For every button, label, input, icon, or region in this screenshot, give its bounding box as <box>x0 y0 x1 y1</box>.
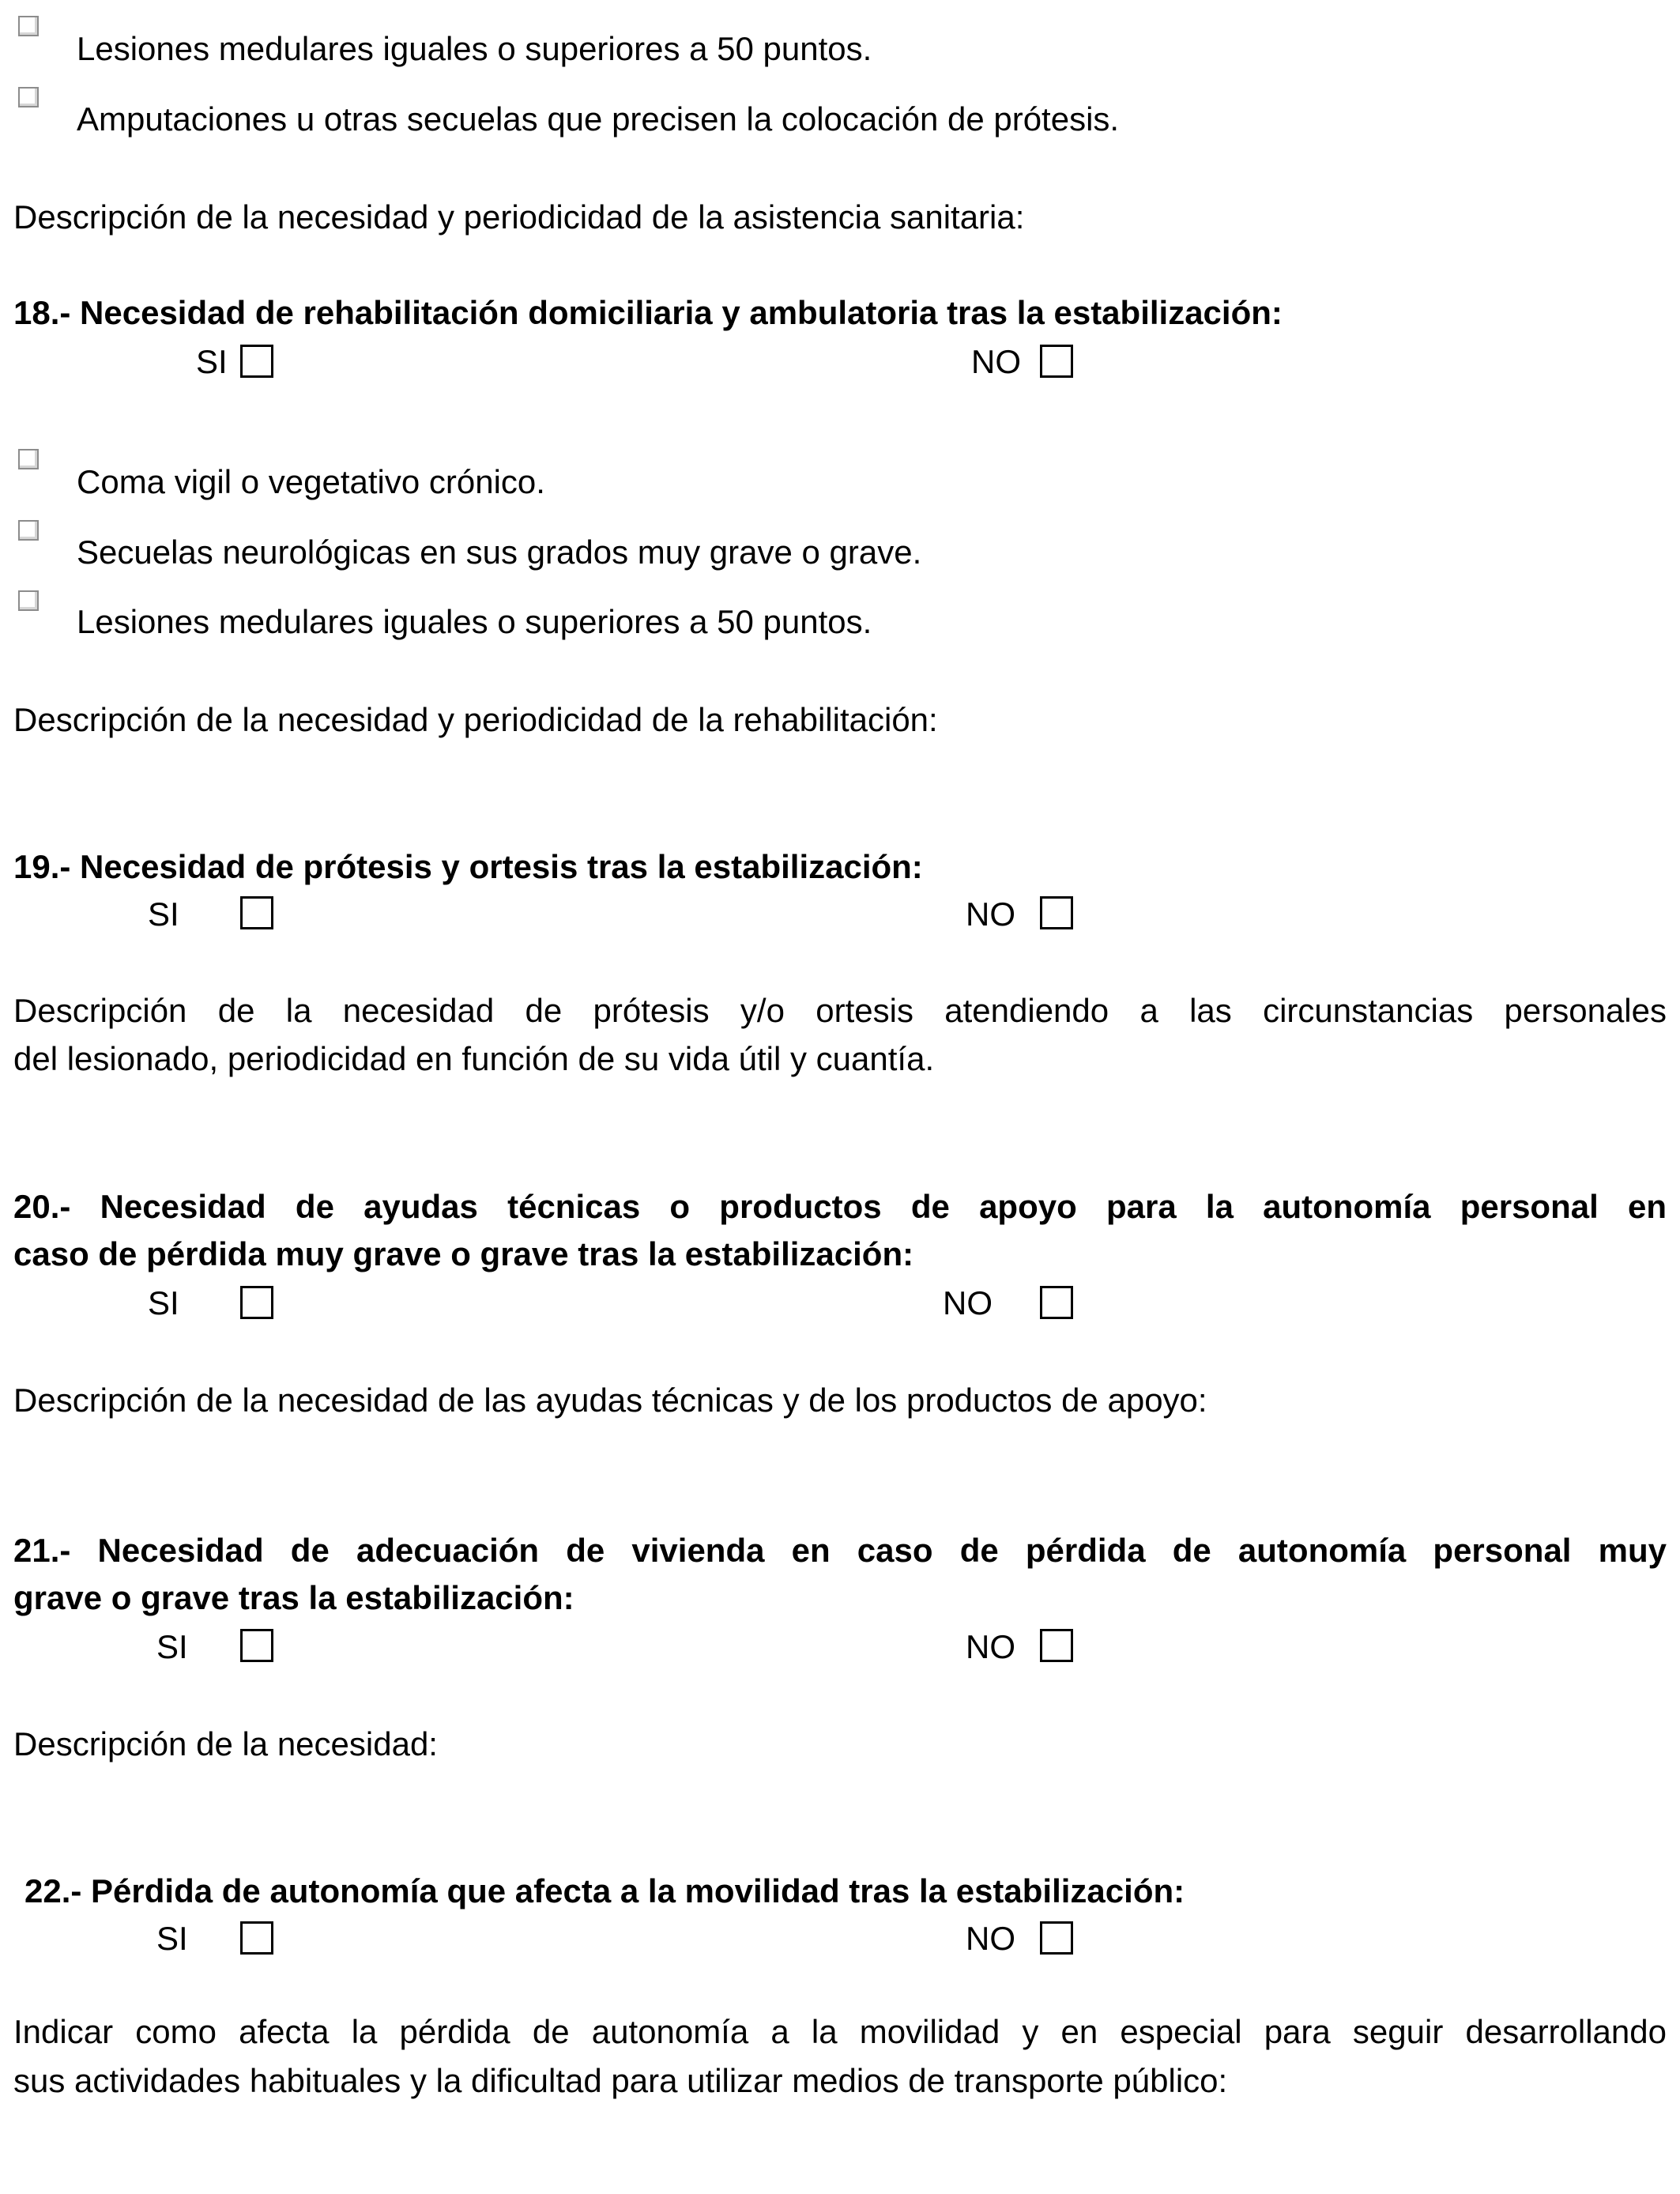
q19-no-label: NO <box>966 895 1015 933</box>
q20-si-label: SI <box>148 1284 179 1321</box>
question-20-title-line1: 20.- Necesidad de ayudas técnicas o productos de apoyo para la autonomía personal en <box>13 1188 1667 1225</box>
q18-no-checkbox[interactable] <box>1040 345 1073 378</box>
q22-description-line2: sus actividades habituales y la dificultad para utilizar medios de transporte público: <box>13 2062 1228 2099</box>
q19-description-line2: del lesionado, periodicidad en función de su vida útil y cuantía. <box>13 1040 935 1077</box>
q22-no-checkbox[interactable] <box>1040 1921 1073 1955</box>
checkbox-lesiones-medulares-a[interactable] <box>18 16 39 36</box>
q21-no-label: NO <box>966 1628 1015 1665</box>
description-label: Descripción de la necesidad y periodicidad de la asistencia sanitaria: <box>13 198 1025 236</box>
q18-si-label: SI <box>196 343 228 380</box>
q20-no-checkbox[interactable] <box>1040 1286 1073 1319</box>
q21-si-label: SI <box>156 1628 188 1665</box>
checkbox-secuelas-neurologicas[interactable] <box>18 520 39 541</box>
question-19-title: 19.- Necesidad de prótesis y ortesis tras la estabilización: <box>13 848 923 885</box>
question-22-title: 22.- Pérdida de autonomía que afecta a la movilidad tras la estabilización: <box>24 1872 1185 1909</box>
list-item-text: Lesiones medulares iguales o superiores a 50 puntos. <box>77 603 872 640</box>
list-item-text: Lesiones medulares iguales o superiores a 50 puntos. <box>77 30 872 67</box>
question-21-title-line2: grave o grave tras la estabilización: <box>13 1579 574 1616</box>
question-18-title: 18.- Necesidad de rehabilitación domiciliaria y ambulatoria tras la estabilización: <box>13 294 1283 331</box>
q22-si-checkbox[interactable] <box>240 1921 273 1955</box>
q21-no-checkbox[interactable] <box>1040 1629 1073 1662</box>
checkbox-amputaciones[interactable] <box>18 87 39 107</box>
list-item-text: Amputaciones u otras secuelas que precisen la colocación de prótesis. <box>77 100 1120 138</box>
list-item-text: Secuelas neurológicas en sus grados muy grave o grave. <box>77 533 922 571</box>
q20-si-checkbox[interactable] <box>240 1286 273 1319</box>
q19-no-checkbox[interactable] <box>1040 896 1073 929</box>
q22-si-label: SI <box>156 1920 188 1957</box>
q19-si-label: SI <box>148 895 179 933</box>
q19-si-checkbox[interactable] <box>240 896 273 929</box>
q18-si-checkbox[interactable] <box>240 345 273 378</box>
description-label: Descripción de la necesidad y periodicidad de la rehabilitación: <box>13 701 938 738</box>
question-20-title-line2: caso de pérdida muy grave o grave tras la estabilización: <box>13 1235 914 1272</box>
q20-description: Descripción de la necesidad de las ayudas técnicas y de los productos de apoyo: <box>13 1382 1207 1419</box>
list-item-text: Coma vigil o vegetativo crónico. <box>77 463 545 500</box>
q21-si-checkbox[interactable] <box>240 1629 273 1662</box>
checkbox-lesiones-medulares-b[interactable] <box>18 590 39 611</box>
q21-description: Descripción de la necesidad: <box>13 1725 438 1762</box>
q19-description-line1: Descripción de la necesidad de prótesis y/o ortesis atendiendo a las circunstancias personales <box>13 992 1667 1029</box>
checkbox-coma-vigil[interactable] <box>18 449 39 469</box>
question-21-title-line1: 21.- Necesidad de adecuación de vivienda en caso de pérdida de autonomía personal muy <box>13 1532 1667 1569</box>
q22-description-line1: Indicar como afecta la pérdida de autonomía a la movilidad y en especial para seguir desarrollando <box>13 2013 1667 2050</box>
q20-no-label: NO <box>943 1284 993 1321</box>
q18-no-label: NO <box>971 343 1021 380</box>
q22-no-label: NO <box>966 1920 1015 1957</box>
